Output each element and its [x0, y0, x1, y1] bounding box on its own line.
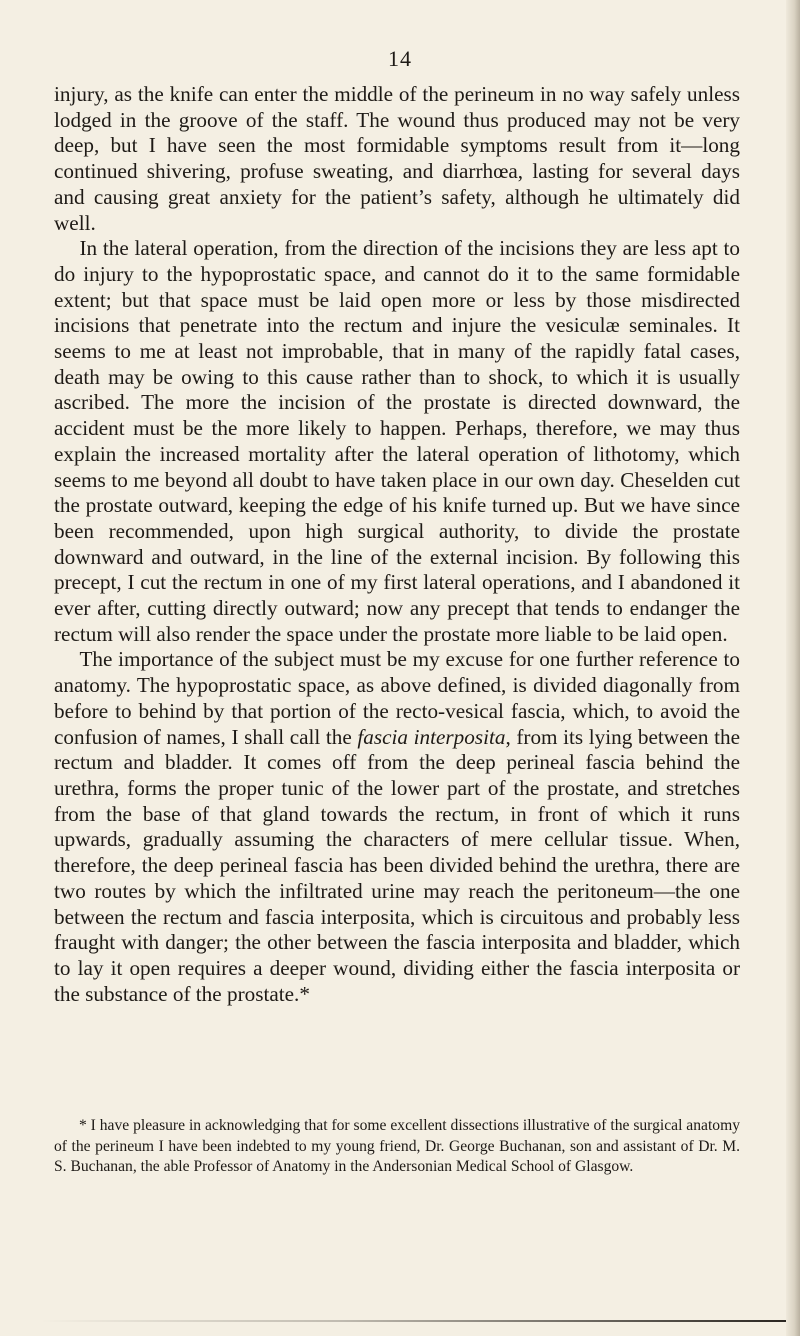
paragraph-3-text-after: , from its lying between the rectum and bladder. It comes off from the deep perineal fascia behind the urethra, forms the proper tunic of the lower part of the prostate, and stretches from the base of that gland towards the rectum, in front of which it runs upwards, gradually assuming the characters of mere cellular tissue. When, therefore, the deep perineal fascia has been divided behind the urethra, there are two routes by which the infiltrated urine may reach the peritoneum—the one between the rectum and fascia interposita, which is circuitous and probably less fraught with danger; the other between the fascia interposita and bladder, which to lay it open requires a deeper wound, dividing either the fascia interposita or the substance of the prostate.* [54, 724, 740, 1006]
fascia-interposita-term: fascia interposita [357, 724, 506, 749]
footnote: * I have pleasure in acknowledging that for some excellent dissections illustrative of the surgical anatomy of the perineum I have been indebted to my young friend, Dr. George Buchanan, son and assistant of Dr. M. S. Buchanan, the able Professor of Anatomy in the Andersonian Medical School of Glasgow. [54, 1117, 740, 1176]
paragraph-3 [54, 647, 740, 1007]
paragraph-2: In the lateral operation, from the direction of the incisions they are less apt to do injury to the hypoprostatic space, and cannot do it to the same formidable extent; but that space must be laid open more or less by those misdirected incisions that penetrate into the rectum and injure the vesiculæ seminales. It seems to me at least not improbable, that in many of the rapidly fatal cases, death may be owing to this cause rather than to shock, to which it is usually ascribed. The more the incision of the prostate is directed downward, the accident must be the more likely to happen. Perhaps, therefore, we may thus explain the increased mortality after the lateral operation of lithotomy, which seems to me beyond all doubt to have taken place in our own day. Cheselden cut the prostate outward, keeping the edge of his knife turned up. But we have since been recommended, upon high surgical authority, to divide the prostate downward and outward, in the line of the external incision. By following this precept, I cut the rectum in one of my first lateral operations, and I abandoned it ever after, cutting directly outward; now any precept that tends to endanger the rectum will also render the space under the prostate more liable to be laid open. [54, 236, 740, 646]
paragraph-1: injury, as the knife can enter the middle of the perineum in no way safely unless lodged in the groove of the staff. The wound thus produced may not be very deep, but I have seen the most formidable symptoms result from it—long continued shivering, profuse sweating, and diarrhœa, lasting for several days and causing great anxiety for the patient’s safety, although he ultimately did well. [54, 82, 740, 235]
page-number: 14 [388, 46, 412, 71]
paragraph-3-text-before: The importance of the subject must be my excuse for one further reference to anatomy. The hypoprostatic space, as above defined, is divided diagonally from before to behind by that portion of the recto-vesical fascia, which, to avoid the confusion of names, I shall call the [54, 647, 740, 749]
page-edge-shadow [786, 0, 800, 1336]
body-text [54, 82, 740, 1007]
bottom-edge-shadow [40, 1320, 786, 1322]
